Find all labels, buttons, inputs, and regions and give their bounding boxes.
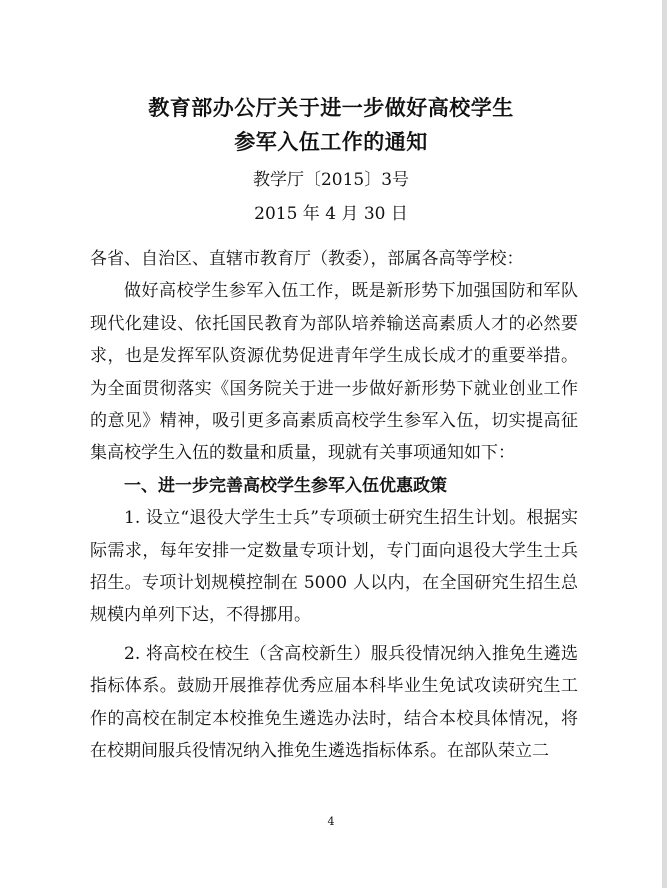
section-heading-1: 一、进一步完善高校学生参军入伍优惠政策 (124, 475, 447, 496)
page-edge-divider (662, 0, 667, 888)
document-date: 2015 年 4 月 30 日 (254, 204, 408, 224)
document-number: 教学厅〔2015〕3号 (252, 170, 410, 190)
document-body (90, 243, 578, 768)
item-2-paragraph: 2. 将高校在校生（含高校新生）服兵役情况纳入推免生遴选指标体系。鼓励开展推荐优秀应届本科毕业生免试攻读研究生工作的高校在制定本校推免生遴选办法时，结合本校具体情况，将在校期间服兵役情况纳入推免生遴选指标体系。在部队荣立二 (90, 643, 578, 762)
document-title-line-1: 教育部办公厅关于进一步做好高校学生 (148, 95, 514, 120)
page-number: 4 (327, 815, 335, 828)
document-title-line-2: 参军入伍工作的通知 (234, 129, 428, 154)
intro-paragraph: 做好高校学生参军入伍工作，既是新形势下加强国防和军队现代化建设、依托国民教育为部队培养输送高素质人才的必然要求，也是发挥军队资源优势促进青年学生成长成才的重要举措。为全面贯彻落实《国务院关于进一步做好新形势下就业创业工作的意见》精神，吸引更多高素质高校学生参军入伍，切实提高征集高校学生入伍的数量和质量，现就有关事项通知如下： (90, 281, 578, 464)
item-1-paragraph: 1. 设立“退役大学生士兵”专项硕士研究生招生计划。根据实际需求，每年安排一定数量专项计划，专门面向退役大学生士兵招生。专项计划规模控制在 5000 人以内，在全国研究生招生总规模内单列下达，不得挪用。 (90, 508, 578, 626)
addressee: 各省、自治区、直辖市教育厅（教委），部属各高等学校： (90, 249, 524, 269)
